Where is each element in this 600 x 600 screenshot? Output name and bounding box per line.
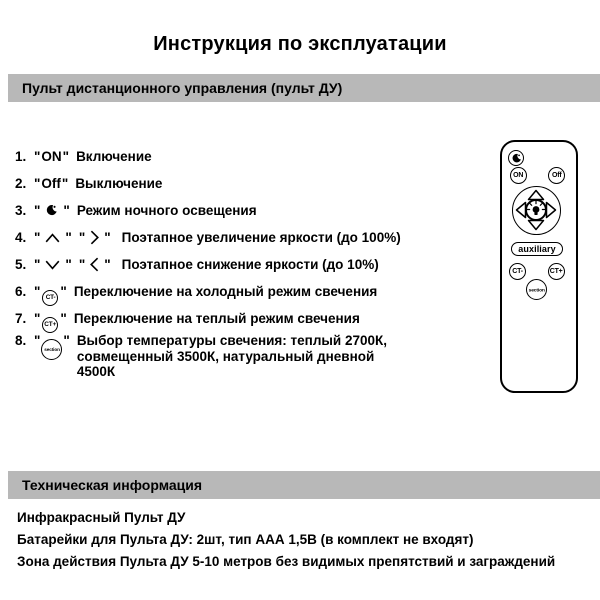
night-mode-button [508,150,524,166]
instruction-item-warm-mode: 7. " CT+ " Переключение на теплый режим свечения [15,311,360,333]
instruction-item-cold-mode: 6. " CT- " Переключение на холодный режим свечения [15,284,377,306]
chevron-left-icon [90,257,99,272]
item-text: Переключение на теплый режим свечения [73,311,360,326]
section-header-remote [8,74,600,102]
ct-plus-button-label: CT+ [550,267,563,276]
moon-icon [511,153,522,164]
dpad-control [512,186,561,235]
section-header-technical-label: Техническая информация [22,477,203,493]
item-number: 1. [15,149,27,164]
section-key-icon: section [41,339,62,360]
section-header-remote-label: Пульт дистанционного управления (пульт ДУ) [22,80,343,96]
tech-line-batteries: Батарейки для Пульта ДУ: 2шт, тип ААА 1,5В (в комплект не входят) [17,532,474,547]
ct-minus-key-icon: CT- [42,290,58,306]
dpad-arrows-bulb-icon [513,187,559,233]
item-number: 3. [15,203,27,218]
instruction-item-off: 2. "Off" Выключение [15,176,163,191]
off-key-label: Off [41,176,61,191]
item-text: Выбор температуры свечения: теплый 2700К, совмещенный 3500К, натуральный дневной 4500К [76,333,387,379]
off-button [548,167,565,184]
ct-plus-key-icon: CT+ [42,317,58,333]
ct-plus-button [548,263,565,280]
item-number: 4. [15,230,27,245]
chevron-up-icon [45,233,60,243]
item-text: Поэтапное увеличение яркости (до 100%) [121,230,401,245]
instruction-item-color-temperature: 8. " section " Выбор температуры свечения: теплый 2700К, совмещенный 3500К, натуральный дневной 4500К [15,333,399,380]
on-key-label: ON [41,149,62,164]
section-button-label: section [528,286,545,293]
ct-minus-button-label: CT- [512,267,523,276]
on-button-label: ON [513,171,524,180]
tech-line-ir: Инфракрасный Пульт ДУ [17,510,186,525]
item-number: 2. [15,176,27,191]
item-number: 6. [15,284,27,299]
instruction-item-night-mode: 3. " " Режим ночного освещения [15,203,257,218]
instruction-item-on: 1. "ON" Включение [15,149,152,164]
item-text: Включение [76,149,152,164]
item-number: 8. [15,333,27,348]
off-button-label: Off [551,171,562,180]
auxiliary-button [511,242,563,256]
item-number: 7. [15,311,27,326]
chevron-right-icon [90,230,99,245]
item-text: Выключение [75,176,163,191]
item-text: Переключение на холодный режим свечения [73,284,378,299]
item-text: Поэтапное снижение яркости (до 10%) [121,257,379,272]
moon-icon [45,204,58,217]
on-button [510,167,527,184]
page-title: Инструкция по эксплуатации [153,33,447,55]
section-header-technical [8,471,600,499]
item-text: Режим ночного освещения [76,203,257,218]
instruction-item-brightness-down: 5. " " " " Поэтапное снижение яркости (до 10%) [15,257,379,272]
item-number: 5. [15,257,27,272]
technical-info [17,510,587,576]
ct-minus-button [509,263,526,280]
tech-line-range: Зона действия Пульта ДУ 5-10 метров без видимых препятствий и заграждений [17,554,556,569]
section-button [526,279,547,300]
auxiliary-button-label: auxiliary [518,244,556,254]
remote-diagram [500,140,578,393]
instruction-item-brightness-up: 4. " " " " Поэтапное увеличение яркости (до 100%) [15,230,401,245]
chevron-down-icon [45,260,60,270]
